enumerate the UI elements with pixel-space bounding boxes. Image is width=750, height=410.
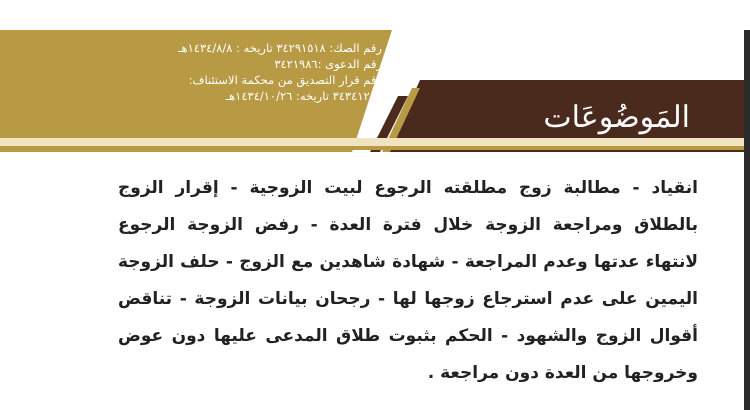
case-info-line: رقم قرار التصديق من محكمة الاستئناف:: [188, 73, 382, 87]
topics-paragraph: انقياد - مطالبة زوج مطلقته الرجوع لبيت الزوجية - إقرار الزوج بالطلاق ومراجعة الزوجة خلال فترة العدة - رفض الزوجة الرجوع لانتهاء عدتها وعدم المراجعة - شهادة شاهدين مع الزوج - حلف الزوجة اليمين على عدم استرجاع زوجها لها - رجحان بيانات الزوجة - تناقض أقوال الزوج والشهود - الحكم بثبوت طلاق المدعى عليها دون عوض وخروجها من العدة دون مراجعة .: [118, 178, 698, 383]
case-info-line: رقم الدعوى :٣٤٢١٩٨٦: [274, 57, 382, 71]
section-title: المَوضُوعَات: [543, 100, 690, 135]
cream-band: [0, 138, 750, 146]
case-info-line: ٣٤٣٤١٢١٤ تاريخه: ١٤٣٤/١٠/٢٦هـ: [225, 89, 382, 103]
page-edge: [744, 30, 750, 410]
case-info: [82, 40, 382, 104]
case-info-line: رقم الصك: ٣٤٢٩١٥١٨ تاريخه : ١٤٣٤/٨/٨هـ: [178, 41, 382, 55]
gold-underline: [0, 146, 750, 150]
top-margin: [0, 0, 750, 30]
